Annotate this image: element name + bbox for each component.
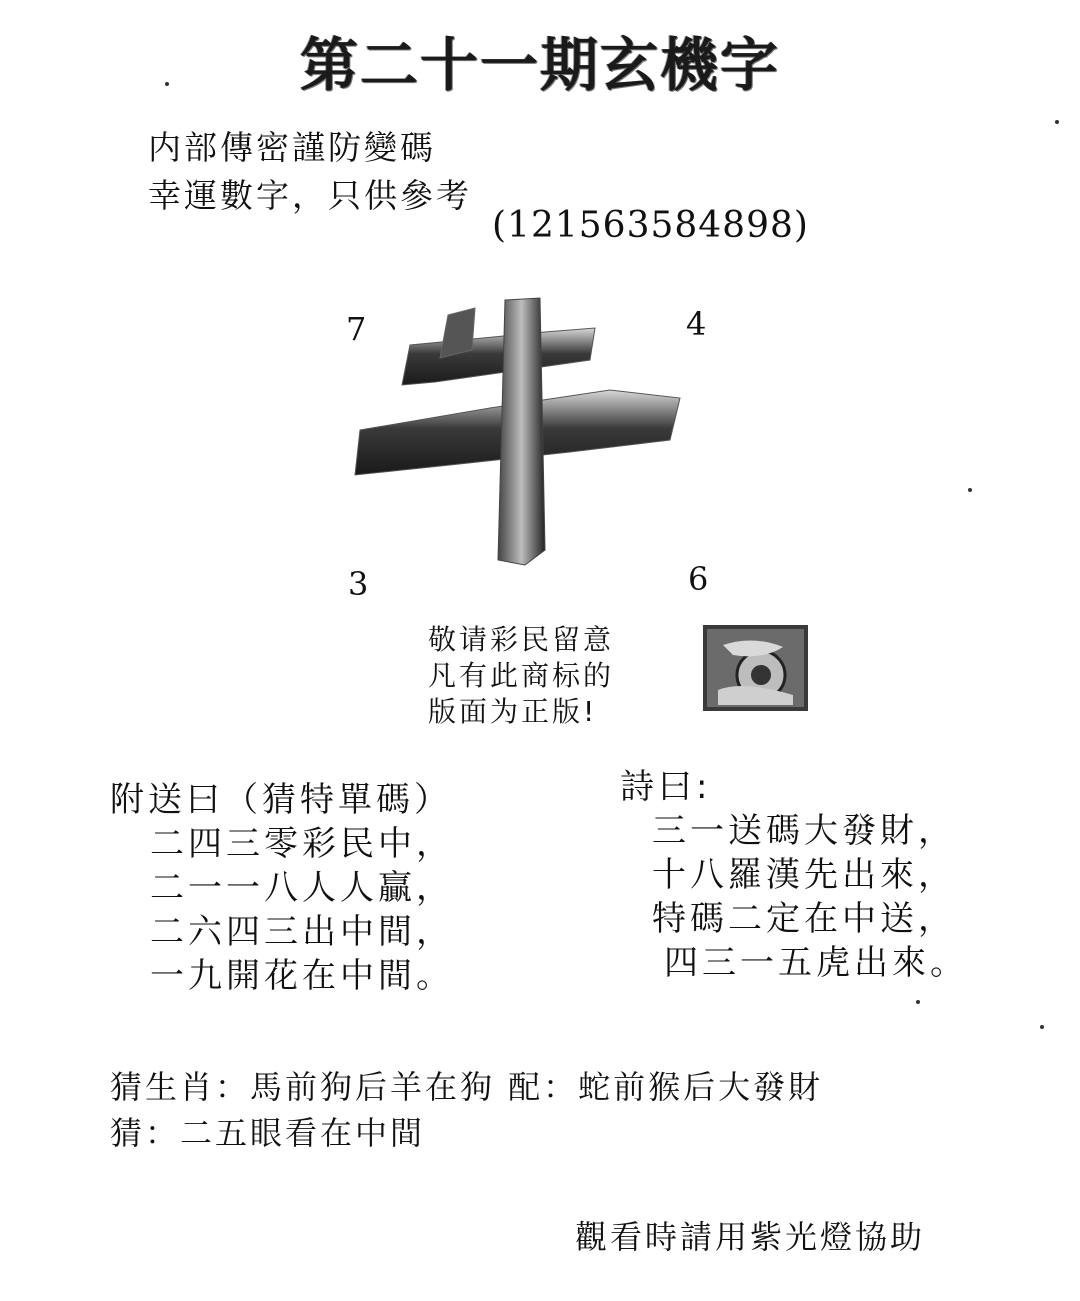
intro-line-1: 内部傳密謹防變碼 — [148, 128, 436, 167]
corner-number-bottom-left: 3 — [348, 565, 369, 603]
scan-speck — [916, 1000, 920, 1004]
number-guess: 猜：二五眼看在中間 — [110, 1114, 426, 1152]
left-poem-heading: 附送曰（猜特單碼） — [110, 780, 452, 820]
scan-speck — [1040, 1025, 1044, 1029]
authenticity-notice — [428, 622, 614, 730]
notice-line-3: 版面为正版! — [428, 695, 598, 728]
notice-line-1: 敬请彩民留意 — [428, 623, 615, 656]
corner-number-top-right: 4 — [686, 305, 707, 343]
page-title: 第二十一期玄機字 — [299, 31, 780, 99]
right-poem-line: 特碼二定在中送， — [652, 899, 956, 939]
lucky-code: (121563584898) — [492, 205, 809, 246]
trademark-logo — [703, 625, 808, 711]
right-poem-line: 三一送碼大發財， — [652, 811, 956, 851]
right-poem-line: 四三一五虎出來。 — [664, 943, 968, 983]
intro-block — [148, 124, 472, 220]
corner-number-top-left: 7 — [346, 310, 367, 348]
left-poem-line: 二四三零彩民中， — [150, 824, 454, 864]
notice-line-2: 凡有此商标的 — [428, 659, 615, 692]
left-poem-line: 二一一八人人贏， — [150, 868, 454, 908]
right-poem-line: 十八羅漢先出來， — [652, 855, 956, 895]
left-poem — [110, 778, 454, 998]
scan-speck — [165, 82, 169, 86]
corner-number-bottom-right: 6 — [688, 560, 709, 598]
uv-light-note: 觀看時請用紫光燈協助 — [575, 1218, 926, 1256]
right-poem — [620, 765, 968, 985]
scan-speck — [968, 488, 972, 492]
intro-line-2: 幸運數字，只供參考 — [148, 176, 472, 215]
left-poem-line: 一九開花在中間。 — [150, 956, 454, 996]
zodiac-guess: 猜生肖：馬前狗后羊在狗 配：蛇前猴后大發財 — [110, 1068, 824, 1106]
right-poem-heading: 詩曰: — [620, 767, 712, 807]
scan-speck — [1055, 120, 1059, 124]
ox-character-artwork — [340, 290, 690, 575]
left-poem-line: 二六四三出中間， — [150, 912, 454, 952]
